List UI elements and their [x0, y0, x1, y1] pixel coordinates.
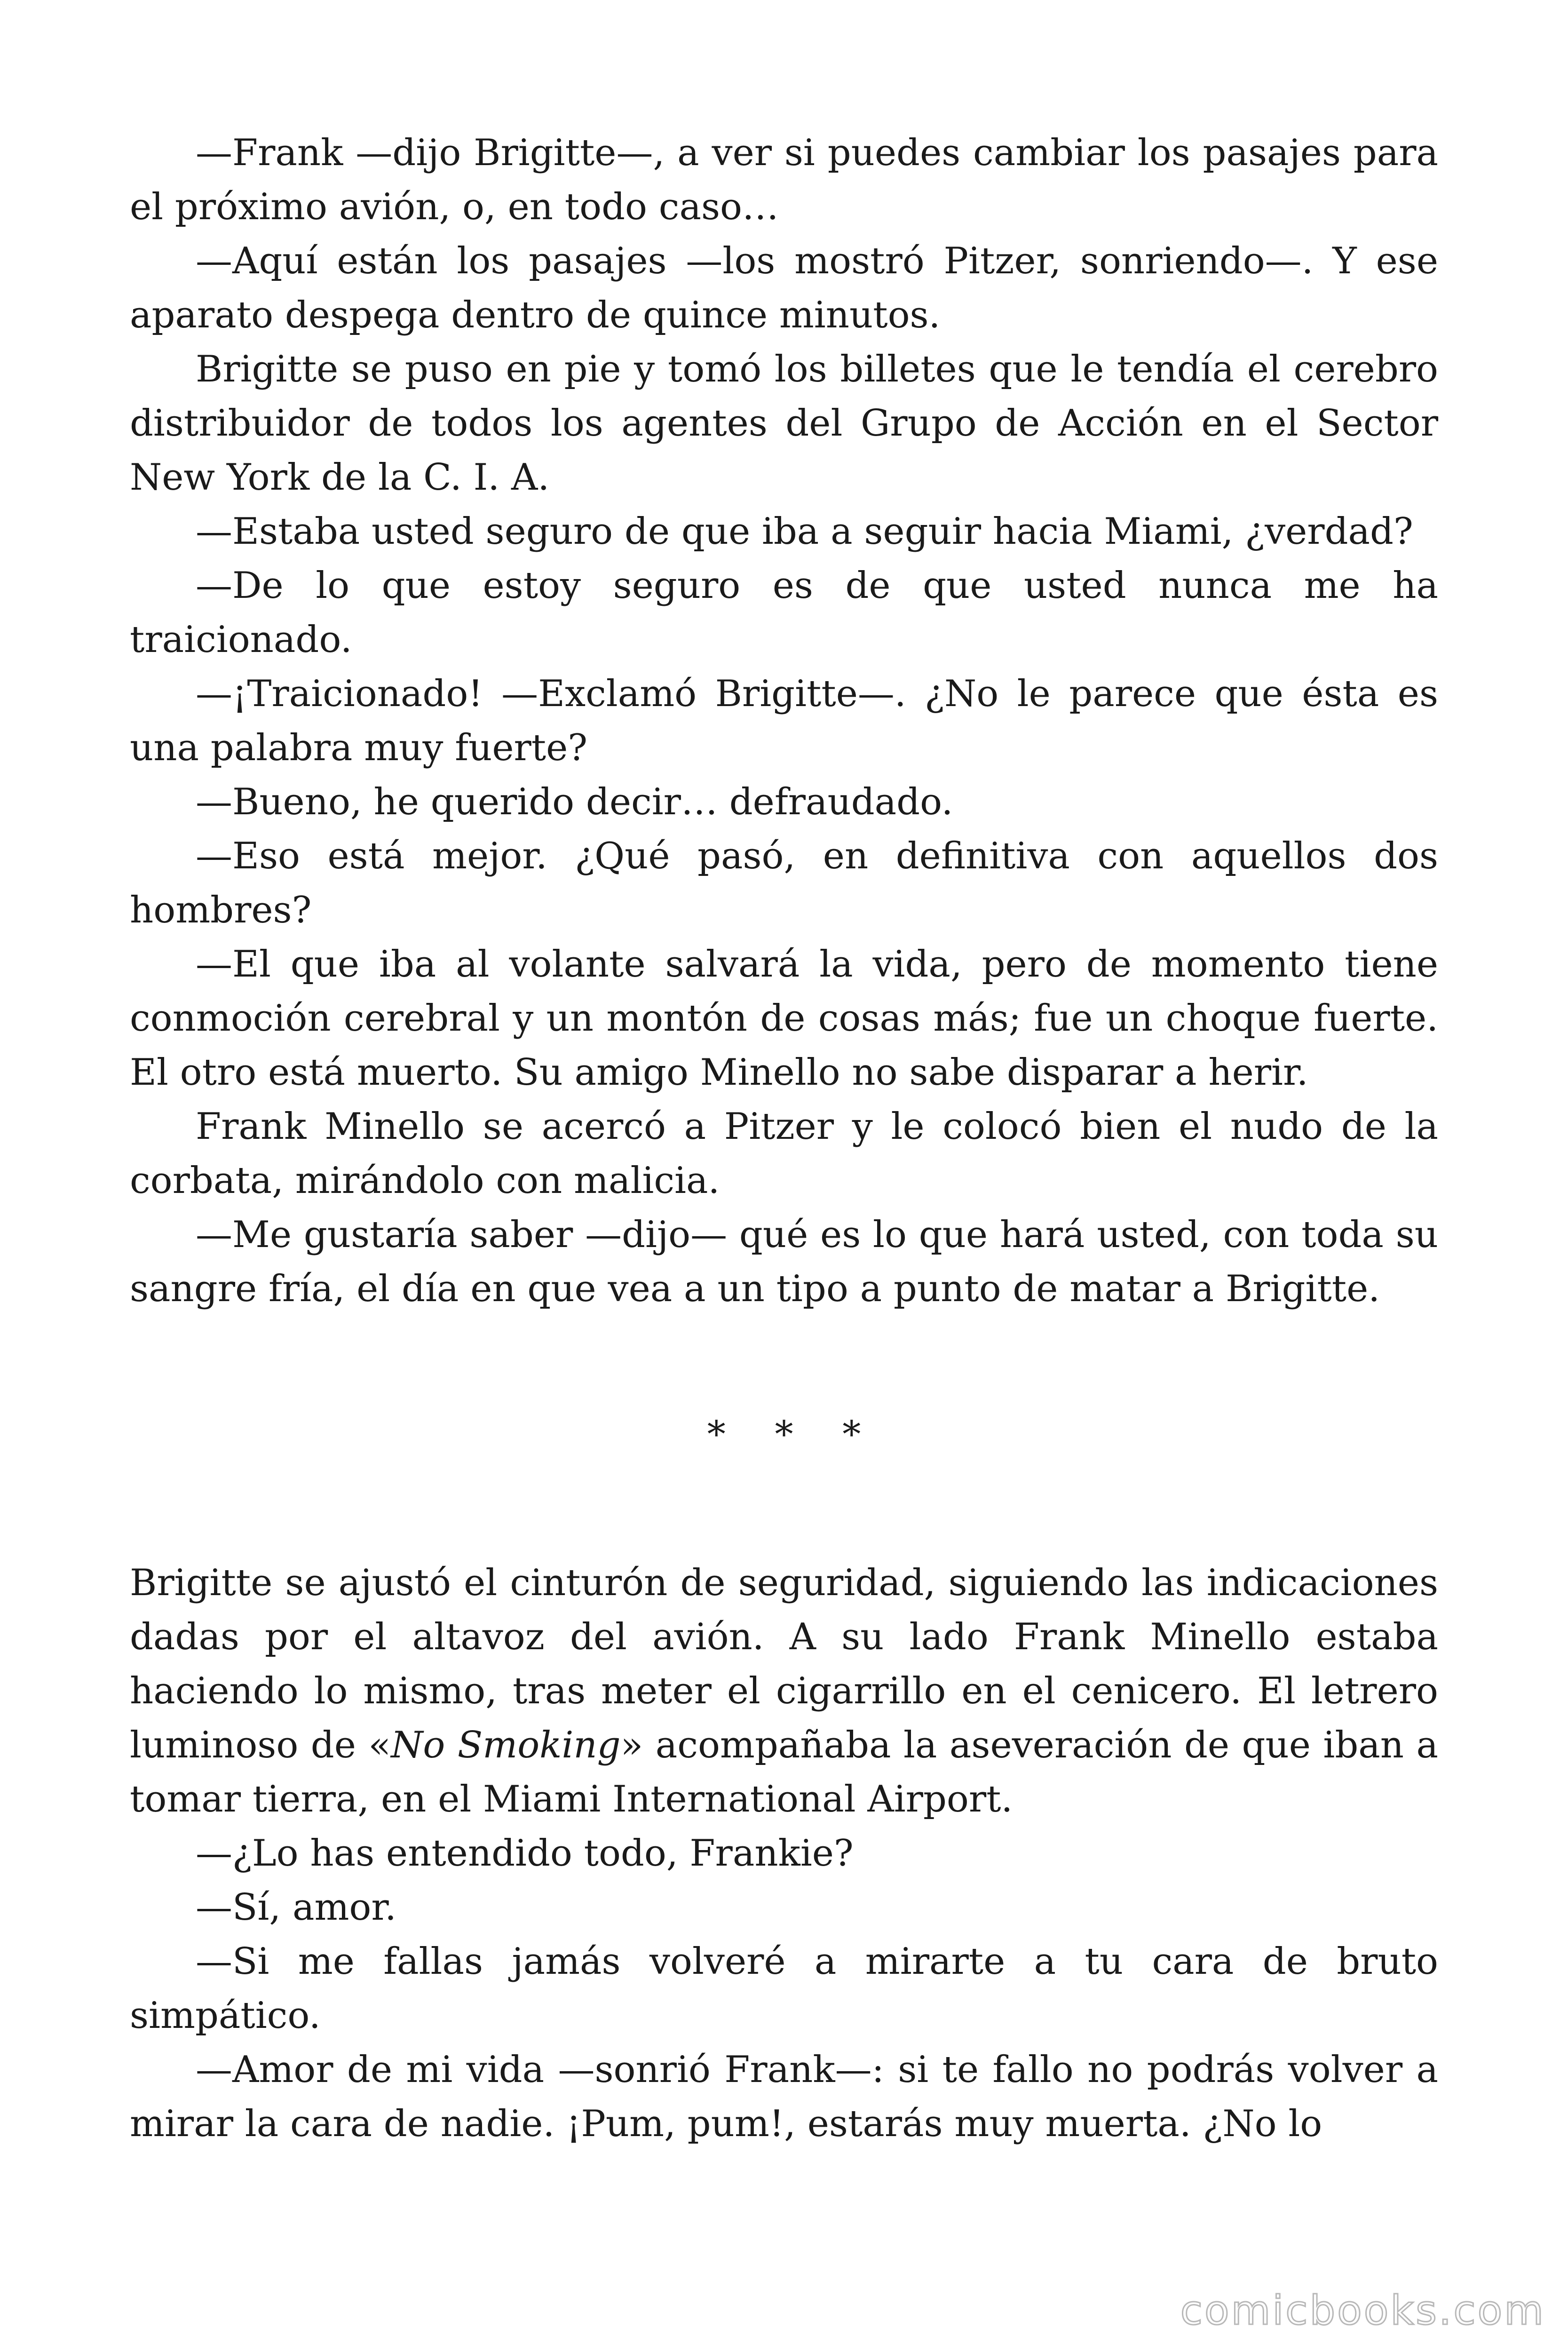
- paragraph: —Si me fallas jamás volveré a mirarte a tu cara de bruto simpático.: [130, 1940, 1438, 2037]
- paragraph: —Me gustaría saber —dijo— qué es lo que hará usted, con toda su sangre fría, el día en que vea a un tipo a punto de matar a Brigitte.: [130, 1214, 1438, 1310]
- section-separator: * * *: [707, 1414, 880, 1456]
- paragraph: —De lo que estoy seguro es de que usted nunca me ha traicionado.: [130, 564, 1438, 661]
- paragraph: —Estaba usted seguro de que iba a seguir hacia Miami, ¿verdad?: [196, 510, 1413, 553]
- paragraph: Frank Minello se acercó a Pitzer y le colocó bien el nudo de la corbata, mirándolo con malicia.: [130, 1105, 1438, 1202]
- paragraph: —Amor de mi vida —sonrió Frank—: si te fallo no podrás volver a mirar la cara de nadie. ¡Pum, pum!, estarás muy muerta. ¿No lo: [130, 2049, 1438, 2145]
- paragraph: —Bueno, he querido decir… defraudado.: [196, 781, 953, 823]
- paragraph: —Frank —dijo Brigitte—, a ver si puedes cambiar los pasajes para el próximo avión, o, en todo caso…: [130, 132, 1438, 228]
- paragraph: —¿Lo has entendido todo, Frankie?: [196, 1832, 854, 1875]
- italic-text: No Smoking: [391, 1724, 621, 1766]
- paragraph: [130, 1556, 1438, 1827]
- paragraph: —Aquí están los pasajes —los mostró Pitzer, sonriendo—. Y ese aparato despega dentro de quince minutos.: [130, 240, 1438, 336]
- paragraph: Brigitte se puso en pie y tomó los billetes que le tendía el cerebro distribuidor de todos los agentes del Grupo de Acción en el Sector New York de la C. I. A.: [130, 348, 1438, 499]
- paragraph: —Eso está mejor. ¿Qué pasó, en definitiva con aquellos dos hombres?: [130, 835, 1438, 931]
- paragraph: —El que iba al volante salvará la vida, pero de momento tiene conmoción cerebral y un montón de cosas más; fue un choque fuerte. El otro está muerto. Su amigo Minello no sabe disparar a herir.: [130, 943, 1438, 1094]
- paragraph-text: Brigitte se ajustó el cinturón de seguridad, siguiendo las indicaciones dadas por el altavoz del avión. A su lado Frank Minello estaba haciendo lo mismo, tras meter el cigarrillo en el cenicero. El letrero luminoso de «: [130, 1562, 1438, 1766]
- paragraph: —¡Traicionado! —Exclamó Brigitte—. ¿No le parece que ésta es una palabra muy fuerte?: [130, 673, 1438, 769]
- page-text: [130, 126, 1438, 2151]
- watermark-logo: comicbooks.com: [1180, 2287, 1545, 2334]
- paragraph-text: » acompañaba la aseveración de que iban a tomar tierra, en el Miami International Airport.: [130, 1724, 1438, 1820]
- paragraph: —Sí, amor.: [196, 1886, 396, 1929]
